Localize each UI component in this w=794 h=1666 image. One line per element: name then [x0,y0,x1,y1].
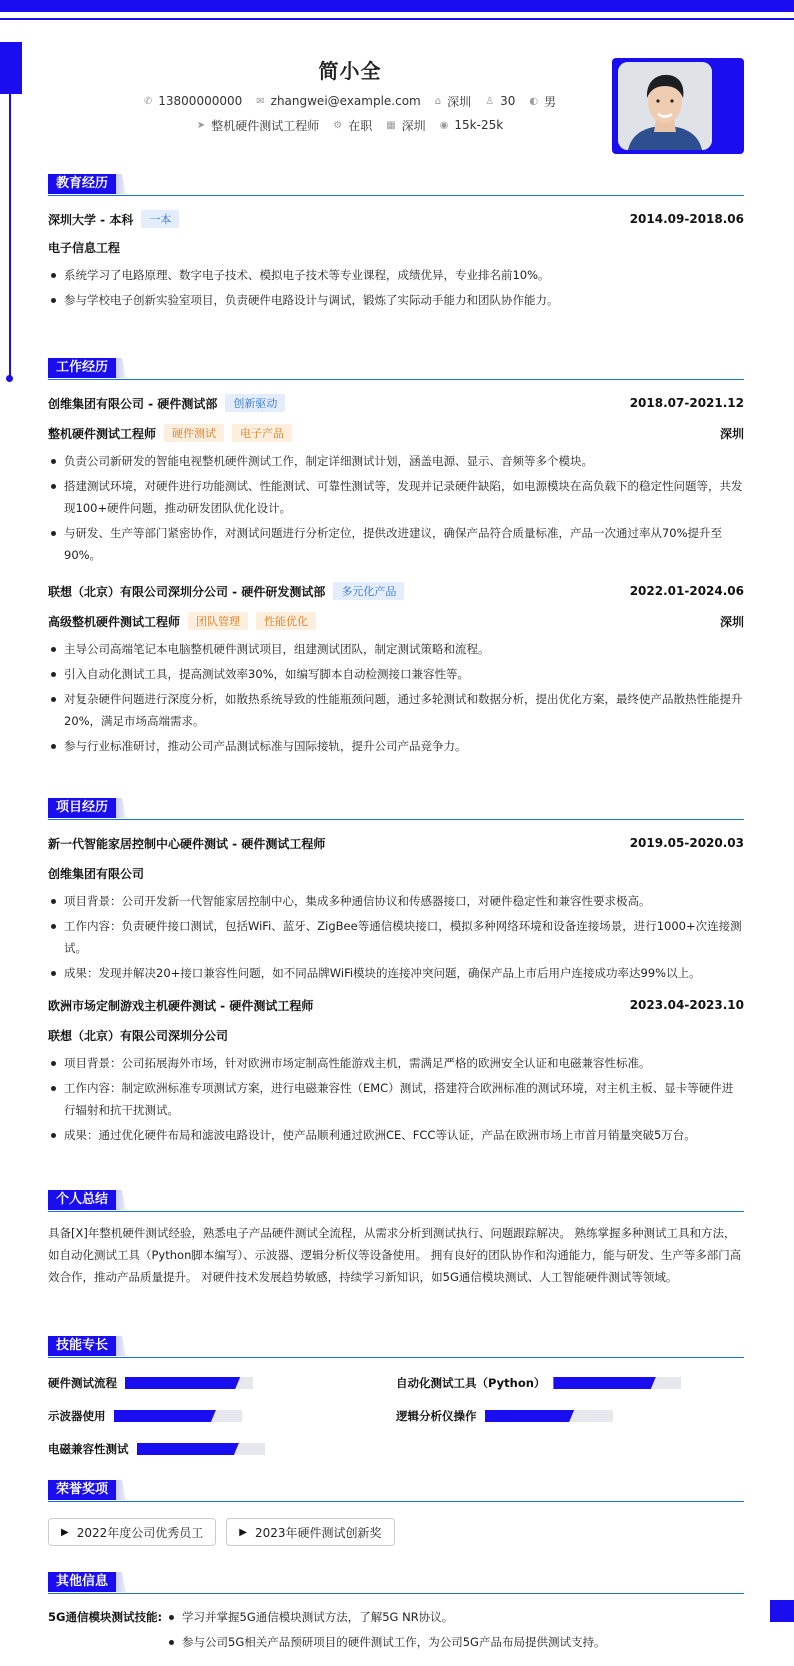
skill-name: 逻辑分析仪操作 [396,1409,477,1423]
skills-title [48,1336,744,1358]
job-2-company: 联想（北京）有限公司深圳分公司 - 硬件研发测试部 [48,584,326,599]
avatar [618,62,712,150]
other-content [48,1606,744,1656]
project-2-name: 欧洲市场定制游戏主机硬件测试 - 硬件测试工程师 [48,998,314,1013]
gear-icon: ⚙ [333,119,343,131]
list-item: 与研发、生产等部门紧密协作，对测试问题进行分析定位，提供改进建议，确保产品符合质量标准，产品一次通过率从70%提升至90%。 [48,522,744,566]
job-2-role: 高级整机硬件测试工程师 [48,614,181,629]
email-icon: ✉ [256,95,265,107]
top-accent-bar [0,0,794,12]
email-item [256,94,421,108]
list-item: 主导公司高端笔记本电脑整机硬件测试项目，组建测试团队，制定测试策略和流程。 [48,638,744,660]
phone-icon: ✆ [143,95,153,107]
work-section [48,358,744,760]
job-2-company-tag: 多元化产品 [333,582,404,600]
summary-section [48,1190,744,1288]
project-2-bullets [48,1052,744,1146]
skill-level-fill [485,1410,575,1422]
project-2-date: 2023.04-2023.10 [629,998,744,1012]
project-1-company: 创维集团有限公司 [48,866,145,881]
skill-name: 电磁兼容性测试 [48,1442,129,1456]
education-title-label: 教育经历 [48,174,116,194]
contact-row [48,90,652,112]
skill-level-fill [125,1377,240,1389]
avatar-portrait [618,62,712,150]
skill-item [48,1438,396,1460]
skill-item [396,1405,744,1427]
job-2-header [48,578,744,604]
status-value: 在职 [348,118,373,133]
skill-level-bar [553,1377,681,1389]
email-value: zhangwei@example.com [270,94,421,108]
other-section [48,1572,744,1656]
major-name: 电子信息工程 [48,240,121,255]
phone-value: 13800000000 [158,94,243,108]
job-1-role: 整机硬件测试工程师 [48,426,157,441]
left-accent-block [0,42,22,94]
list-item: 成果：通过优化硬件布局和滤波电路设计，使产品顺利通过欧洲CE、FCC等认证，产品在欧洲市场上市首月销量突破5万台。 [48,1124,744,1146]
skill-level-fill [553,1377,655,1389]
skill-level-bar [485,1410,613,1422]
gender-value: 男 [544,94,557,109]
job-1-company: 创维集团有限公司 - 硬件测试部 [48,396,218,411]
list-item: 引入自动化测试工具，提高测试效率30%，如编写脚本自动检测接口兼容性等。 [48,663,744,685]
honors-title-label: 荣誉奖项 [48,1480,116,1500]
job-2-role-tag: 团队管理 [188,612,248,630]
job-1-bullets [48,450,744,566]
education-section [48,174,744,314]
award-label: 2022年度公司优秀员工 [76,1525,204,1540]
age-value: 30 [500,94,516,108]
candidate-name: 简小全 [318,59,382,83]
skill-level-bar [125,1377,253,1389]
awards-list [48,1518,744,1546]
skill-level-fill [114,1410,216,1422]
skill-item [48,1405,396,1427]
other-title [48,1572,744,1594]
job-1-company-tag: 创新驱动 [225,394,285,412]
project-2-company: 联想（北京）有限公司深圳分公司 [48,1028,229,1043]
award-chip [226,1518,394,1546]
skill-level-bar [114,1410,242,1422]
intention-row [48,114,652,136]
summary-title-label: 个人总结 [48,1190,116,1210]
list-item: 参与行业标准研讨，推动公司产品测试标准与国际接轨，提升公司产品竞争力。 [48,735,744,757]
list-item: 参与学校电子创新实验室项目，负责硬件电路设计与调试，锻炼了实际动手能力和团队协作能力。 [48,289,744,311]
resume-header [48,54,652,136]
award-label: 2023年硬件测试创新奖 [254,1525,382,1540]
target-city-item [386,117,425,134]
job-2-city: 深圳 [719,614,744,629]
salary-item [440,118,504,132]
job-1-city: 深圳 [719,426,744,441]
major-row [48,234,744,260]
job-1-role-tag: 硬件测试 [164,424,224,442]
play-icon: ▶ [239,1526,247,1538]
right-accent-block [770,1600,794,1622]
job-1-role-row [48,420,744,446]
skill-level-fill [137,1443,239,1455]
list-item: 学习并掌握5G通信模块测试方法，了解5G NR协议。 [166,1606,605,1628]
list-item: 工作内容：制定欧洲标准专项测试方案，进行电磁兼容性（EMC）测试，搭建符合欧洲标准的测试环境，对主机主板、显卡等硬件进行辐射和抗干扰测试。 [48,1077,744,1121]
left-accent-dot [6,375,13,382]
age-item [485,94,515,108]
coin-icon: ◉ [439,119,449,131]
top-accent-line [0,18,794,20]
other-bullets [166,1606,605,1656]
projects-title [48,798,744,820]
list-item: 项目背景：公司拓展海外市场，针对欧洲市场定制高性能游戏主机，需满足严格的欧洲安全认证和电磁兼容性标准。 [48,1052,744,1074]
job-2-role-row [48,608,744,634]
left-accent-line [9,94,11,378]
salary-value: 15k-25k [454,118,504,132]
list-item: 对复杂硬件问题进行深度分析，如散热系统导致的性能瓶颈问题，通过多轮测试和数据分析，提出优化方案，最终使产品散热性能提升20%，满足市场高端需求。 [48,688,744,732]
list-item: 参与公司5G相关产品预研项目的硬件测试工作，为公司5G产品布局提供测试支持。 [166,1631,605,1653]
other-label: 5G通信模块测试技能: [48,1610,163,1624]
project-2-header [48,992,744,1018]
skill-item [396,1372,744,1394]
summary-text: 具备[X]年整机硬件测试经验，熟悉电子产品硬件测试全流程，从需求分析到测试执行、问题跟踪解决。 熟练掌握多种测试工具和方法，如自动化测试工具（Python脚本编写）、示波器、逻辑分析仪等设备使用。 拥有良好的团队协作和沟通能力，能与研发、生产等多部门高效合作，推动产品质量提升。 对硬件技术发展趋势敏感，持续学习新知识，如5G通信模块测试、人工智能硬件测试等领域。 [48,1226,742,1284]
education-title [48,174,744,196]
education-date: 2014.09-2018.06 [629,212,744,226]
work-title-label: 工作经历 [48,358,116,378]
play-icon: ▶ [61,1526,69,1538]
job-1-header [48,390,744,416]
skills-title-label: 技能专长 [48,1336,116,1356]
photo-frame [612,58,744,154]
target-city-value: 深圳 [401,118,426,133]
list-item: 负责公司新研发的智能电视整机硬件测试工作，制定详细测试计划，涵盖电源、显示、音频等多个模块。 [48,450,744,472]
project-1-date: 2019.05-2020.03 [629,836,744,850]
summary-title [48,1190,744,1212]
project-1-bullets [48,890,744,984]
list-item: 搭建测试环境，对硬件进行功能测试、性能测试、可靠性测试等，发现并记录硬件缺陷，如电源模块在高负载下的稳定性问题等，共发现100+硬件问题，推动研发团队优化设计。 [48,475,744,519]
skills-section [48,1336,744,1460]
school-tag: 一本 [141,210,179,228]
send-icon: ➤ [196,119,206,131]
location-value: 深圳 [447,94,472,109]
education-bullets [48,264,744,311]
project-1-header [48,830,744,856]
job-2-bullets [48,638,744,757]
phone-item [144,94,242,108]
projects-title-label: 项目经历 [48,798,116,818]
honors-section [48,1480,744,1546]
age-icon: ♙ [485,95,495,107]
skill-item [48,1372,396,1394]
job-2-role-tag: 性能优化 [256,612,316,630]
honors-title [48,1480,744,1502]
award-chip [48,1518,216,1546]
gender-item [529,93,556,110]
job-1-date: 2018.07-2021.12 [629,396,744,410]
project-2-company-row [48,1022,744,1048]
projects-section [48,798,744,1149]
project-1-company-row [48,860,744,886]
job-target-value: 整机硬件测试工程师 [211,118,320,133]
list-item: 成果：发现并解决20+接口兼容性问题，如不同品牌WiFi模块的连接冲突问题，确保产品上市后用户连接成功率达99%以上。 [48,962,744,984]
location-item [435,93,471,110]
other-title-label: 其他信息 [48,1572,116,1592]
list-item: 项目背景：公司开发新一代智能家居控制中心，集成多种通信协议和传感器接口，对硬件稳定性和兼容性要求极高。 [48,890,744,912]
home-icon: ⌂ [434,95,442,107]
skill-level-bar [137,1443,265,1455]
gender-icon: ◐ [529,95,539,107]
skill-name: 自动化测试工具（Python） [396,1376,546,1390]
skill-name: 硬件测试流程 [48,1376,117,1390]
skills-grid [48,1372,744,1460]
skill-name: 示波器使用 [48,1409,106,1423]
project-1-name: 新一代智能家居控制中心硬件测试 - 硬件测试工程师 [48,836,326,851]
status-item [333,117,372,134]
list-item: 工作内容：负责硬件接口测试，包括WiFi、蓝牙、ZigBee等通信模块接口，模拟多种网络环境和设备连接场景，进行1000+次连接测试。 [48,915,744,959]
work-title [48,358,744,380]
education-header-row [48,206,744,232]
list-item: 系统学习了电路原理、数字电子技术、模拟电子技术等专业课程，成绩优异，专业排名前10%。 [48,264,744,286]
job-2-date: 2022.01-2024.06 [629,584,744,598]
school-name: 深圳大学 - 本科 [48,212,134,227]
job-target-item [197,117,319,134]
building-icon: ▦ [386,119,396,131]
job-1-role-tag: 电子产品 [232,424,292,442]
